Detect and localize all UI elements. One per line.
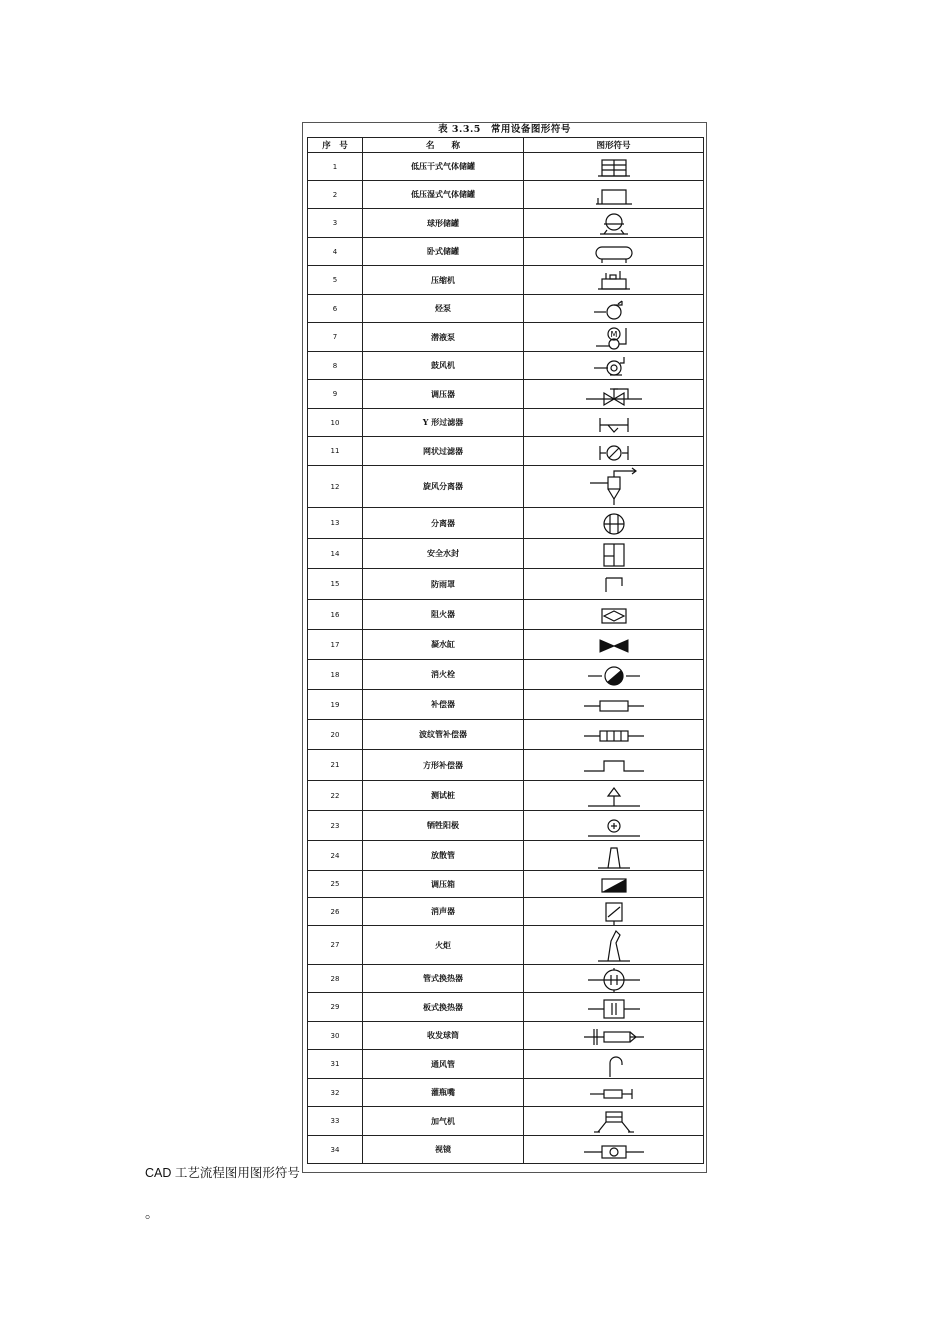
- table-row: [308, 993, 704, 1022]
- regulator-box-icon: [574, 872, 654, 897]
- row-number: 18: [308, 660, 363, 690]
- header-name: 名 称: [363, 138, 524, 153]
- trailing-mark: 。: [145, 1205, 159, 1221]
- row-number: 28: [308, 965, 363, 993]
- row-number: 24: [308, 841, 363, 871]
- row-name: 方形补偿器: [363, 750, 524, 781]
- row-symbol: [524, 1107, 704, 1136]
- caption-text: CAD 工艺流程图用图形符号: [145, 1166, 300, 1180]
- row-symbol: [524, 841, 704, 871]
- wet-gas-holder-icon: [574, 182, 654, 208]
- table-row: [308, 409, 704, 437]
- table-row: [308, 238, 704, 266]
- filling-nozzle-icon: [574, 1080, 654, 1106]
- table-row: [308, 1022, 704, 1050]
- table-row: [308, 209, 704, 238]
- table-row: [308, 380, 704, 409]
- row-symbol: [524, 466, 704, 508]
- table-row: [308, 720, 704, 750]
- row-number: 33: [308, 1107, 363, 1136]
- row-symbol: [524, 630, 704, 660]
- row-number: 21: [308, 750, 363, 781]
- row-name: 网状过滤器: [363, 437, 524, 466]
- row-number: 22: [308, 781, 363, 811]
- header-num: 序 号: [308, 138, 363, 153]
- flame-arrester-icon: [574, 601, 654, 629]
- sight-glass-icon: [574, 1137, 654, 1163]
- row-symbol: [524, 380, 704, 409]
- row-name: 调压器: [363, 380, 524, 409]
- row-number: 26: [308, 898, 363, 926]
- square-compensator-icon: [574, 751, 654, 780]
- row-symbol: [524, 539, 704, 569]
- bellows-compensator-icon: [574, 721, 654, 749]
- row-number: 16: [308, 600, 363, 630]
- row-number: 2: [308, 181, 363, 209]
- row-number: 9: [308, 380, 363, 409]
- flare-icon: [574, 927, 654, 964]
- plate-heat-exchanger-icon: [574, 994, 654, 1021]
- table-row: [308, 811, 704, 841]
- table-row: [308, 1079, 704, 1107]
- row-symbol: [524, 1022, 704, 1050]
- row-symbol: [524, 660, 704, 690]
- table-row: [308, 750, 704, 781]
- table-title: 表 3.3.5 常用设备图形符号: [438, 124, 571, 135]
- row-symbol: [524, 871, 704, 898]
- row-symbol: [524, 898, 704, 926]
- symbol-table: [307, 137, 704, 1164]
- row-number: 34: [308, 1136, 363, 1164]
- test-pile-icon: [574, 782, 654, 810]
- mesh-filter-icon: [574, 438, 654, 465]
- row-name: 卧式储罐: [363, 238, 524, 266]
- table-row: [308, 871, 704, 898]
- row-symbol: [524, 181, 704, 209]
- row-number: 10: [308, 409, 363, 437]
- separator-icon: [574, 509, 654, 538]
- table-row: [308, 630, 704, 660]
- table-row: [308, 600, 704, 630]
- row-number: 27: [308, 926, 363, 965]
- row-symbol: [524, 437, 704, 466]
- gas-dispenser-icon: [574, 1108, 654, 1135]
- row-name: 火炬: [363, 926, 524, 965]
- row-number: 30: [308, 1022, 363, 1050]
- row-name: 波纹管补偿器: [363, 720, 524, 750]
- row-symbol: [524, 323, 704, 352]
- table-row: [308, 352, 704, 380]
- compensator-icon: [574, 691, 654, 719]
- row-name: 潜液泵: [363, 323, 524, 352]
- y-strainer-icon: [574, 410, 654, 436]
- row-number: 32: [308, 1079, 363, 1107]
- row-number: 25: [308, 871, 363, 898]
- row-number: 8: [308, 352, 363, 380]
- row-symbol: [524, 690, 704, 720]
- blower-icon: [574, 353, 654, 379]
- table-row: [308, 1050, 704, 1079]
- table-row: [308, 466, 704, 508]
- row-number: 1: [308, 153, 363, 181]
- row-name: 补偿器: [363, 690, 524, 720]
- row-symbol: [524, 266, 704, 295]
- row-name: 凝水缸: [363, 630, 524, 660]
- row-number: 6: [308, 295, 363, 323]
- table-row: [308, 1107, 704, 1136]
- row-symbol: [524, 209, 704, 238]
- header-symbol: 图形符号: [524, 138, 704, 153]
- sacrificial-anode-icon: [574, 812, 654, 840]
- table-row: [308, 437, 704, 466]
- row-name: 烃泵: [363, 295, 524, 323]
- tube-heat-exchanger-icon: [574, 966, 654, 992]
- row-symbol: [524, 569, 704, 600]
- row-symbol: [524, 1136, 704, 1164]
- row-name: 鼓风机: [363, 352, 524, 380]
- table-row: [308, 508, 704, 539]
- row-name: 加气机: [363, 1107, 524, 1136]
- pressure-regulator-icon: [574, 381, 654, 408]
- row-name: 阻火器: [363, 600, 524, 630]
- symbol-table-image: [302, 122, 707, 1173]
- table-row: [308, 323, 704, 352]
- ventilation-pipe-icon: [574, 1051, 654, 1078]
- row-name: 视镜: [363, 1136, 524, 1164]
- row-symbol: [524, 750, 704, 781]
- table-row: [308, 781, 704, 811]
- table-row: [308, 181, 704, 209]
- row-name: 消火栓: [363, 660, 524, 690]
- row-number: 15: [308, 569, 363, 600]
- row-number: 3: [308, 209, 363, 238]
- table-row: [308, 690, 704, 720]
- table-row: [308, 539, 704, 569]
- table-row: [308, 926, 704, 965]
- row-name: 放散管: [363, 841, 524, 871]
- row-name: 牺牲阳极: [363, 811, 524, 841]
- hydrocarbon-pump-icon: [574, 296, 654, 322]
- row-number: 12: [308, 466, 363, 508]
- row-name: 旋风分离器: [363, 466, 524, 508]
- row-number: 4: [308, 238, 363, 266]
- row-symbol: [524, 153, 704, 181]
- table-row: [308, 841, 704, 871]
- row-name: 球形储罐: [363, 209, 524, 238]
- row-name: 调压箱: [363, 871, 524, 898]
- row-name: 分离器: [363, 508, 524, 539]
- silencer-icon: [574, 899, 654, 925]
- row-symbol: [524, 508, 704, 539]
- row-number: 19: [308, 690, 363, 720]
- row-symbol: [524, 993, 704, 1022]
- condensate-drum-icon: [574, 631, 654, 659]
- pig-launcher-icon: [574, 1023, 654, 1049]
- cyclone-separator-icon: [574, 467, 654, 507]
- row-symbol: [524, 720, 704, 750]
- row-number: 5: [308, 266, 363, 295]
- row-name: 板式换热器: [363, 993, 524, 1022]
- svg-text:M: M: [610, 329, 617, 339]
- row-number: 31: [308, 1050, 363, 1079]
- row-number: 29: [308, 993, 363, 1022]
- table-body: [308, 153, 704, 1164]
- row-symbol: [524, 409, 704, 437]
- table-row: [308, 266, 704, 295]
- row-symbol: [524, 600, 704, 630]
- row-symbol: [524, 781, 704, 811]
- row-number: 11: [308, 437, 363, 466]
- table-row: [308, 660, 704, 690]
- fire-hydrant-icon: [574, 661, 654, 689]
- table-row: [308, 295, 704, 323]
- row-number: 7: [308, 323, 363, 352]
- dry-gas-holder-icon: [574, 154, 654, 180]
- table-row: [308, 153, 704, 181]
- row-symbol: [524, 295, 704, 323]
- row-symbol: [524, 811, 704, 841]
- table-header-row: [308, 138, 704, 153]
- row-name: 安全水封: [363, 539, 524, 569]
- row-symbol: [524, 1050, 704, 1079]
- safety-water-seal-icon: [574, 540, 654, 568]
- compressor-icon: [574, 267, 654, 294]
- spherical-tank-icon: [574, 210, 654, 237]
- table-row: [308, 1136, 704, 1164]
- rain-cover-icon: [574, 570, 654, 599]
- vent-pipe-icon: [574, 842, 654, 870]
- row-name: 低压湿式气体储罐: [363, 181, 524, 209]
- row-number: 23: [308, 811, 363, 841]
- row-name: 管式换热器: [363, 965, 524, 993]
- row-number: 13: [308, 508, 363, 539]
- row-number: 20: [308, 720, 363, 750]
- row-name: Y 形过滤器: [363, 409, 524, 437]
- row-name: 收发球筒: [363, 1022, 524, 1050]
- row-name: 测试桩: [363, 781, 524, 811]
- row-number: 14: [308, 539, 363, 569]
- table-row: [308, 569, 704, 600]
- row-name: 灌瓶嘴: [363, 1079, 524, 1107]
- row-number: 17: [308, 630, 363, 660]
- row-symbol: [524, 965, 704, 993]
- row-name: 消声器: [363, 898, 524, 926]
- row-name: 防雨罩: [363, 569, 524, 600]
- row-name: 通风管: [363, 1050, 524, 1079]
- submerged-pump-icon: [574, 324, 654, 351]
- row-name: 压缩机: [363, 266, 524, 295]
- row-symbol: [524, 238, 704, 266]
- row-symbol: [524, 926, 704, 965]
- row-symbol: [524, 1079, 704, 1107]
- row-name: 低压干式气体储罐: [363, 153, 524, 181]
- table-row: [308, 965, 704, 993]
- horizontal-tank-icon: [574, 239, 654, 265]
- table-row: [308, 898, 704, 926]
- row-symbol: [524, 352, 704, 380]
